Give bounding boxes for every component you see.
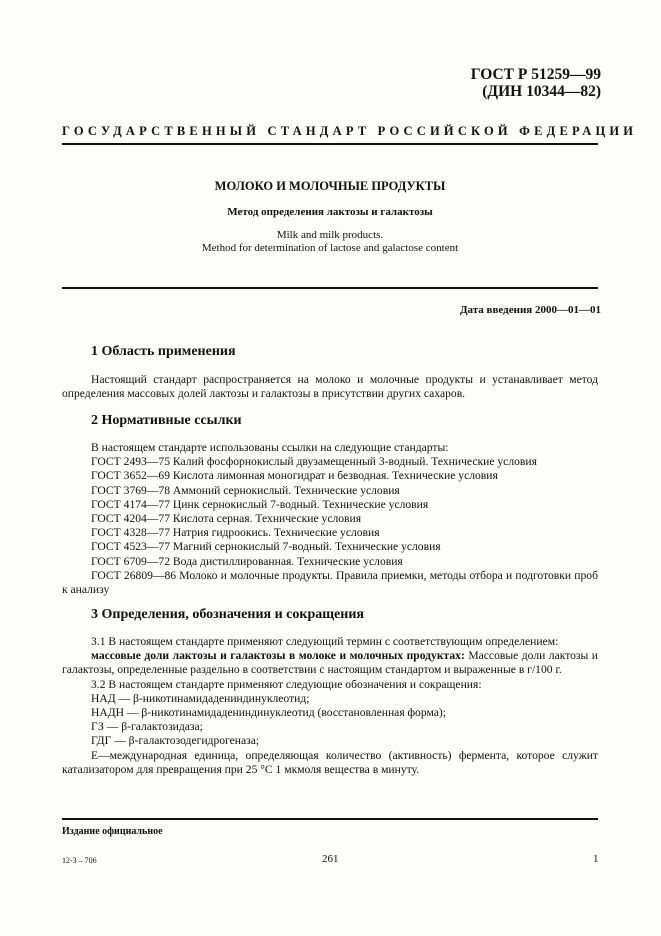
reference-item: ГОСТ 3652—69 Кислота лимонная моногидрат и безводная. Технические условия <box>91 469 498 483</box>
section-1-body <box>62 373 598 401</box>
clause-3-1: 3.1 В настоящем стандарте применяют следующий термин с соответствующим определением: <box>91 635 559 648</box>
reference-item: ГОСТ 6709—72 Вода дистиллированная. Технические условия <box>91 554 403 568</box>
reference-item: ГОСТ 26809—86 Молоко и молочные продукты. Правила приемки, методы отбора и подготовки проб к анализу <box>62 568 598 597</box>
section-2-body <box>62 441 598 597</box>
clause-3-2: 3.2 В настоящем стандарте применяют следующие обозначения и сокращения: <box>91 677 482 691</box>
reference-item: ГОСТ 3769—78 Аммоний сернокислый. Технические условия <box>91 483 400 497</box>
header-rule <box>62 143 598 145</box>
gost-number: ГОСТ Р 51259—99 <box>470 66 601 83</box>
footer-rule <box>62 818 598 820</box>
reference-item: ГОСТ 2493—75 Калий фосфорнокислый двузамещенный 3-водный. Технические условия <box>91 455 537 469</box>
term: массовые доли лактозы и галактозы в молоке и молочных продуктах: <box>91 649 465 663</box>
sheet-number: 1 <box>593 853 599 865</box>
din-number: (ДИН 10344—82) <box>482 83 601 100</box>
reference-item: ГОСТ 4328—77 Натрия гидроокись. Технические условия <box>91 526 380 540</box>
english-title-line-2: Method for determination of lactose and galactose content <box>201 242 459 254</box>
abbreviation-item: НАД — β-никотинамидадениндинуклеотид; <box>91 691 310 705</box>
state-standard-header: ГОСУДАРСТВЕННЫЙ СТАНДАРТ РОССИЙСКОЙ ФЕДЕРАЦИИ <box>62 124 638 138</box>
reference-item: ГОСТ 4174—77 Цинк сернокислый 7-водный. Технические условия <box>91 497 429 511</box>
section-1-text: Настоящий стандарт распространяется на молоко и молочные продукты и устанавливает метод определения массовых долей лактозы и галактозы в присутствии других сахаров. <box>62 373 598 401</box>
abbreviation-item: НАДН — β-никотинамидадениндинуклеотид (восстановленная форма); <box>91 706 446 720</box>
standard-number-block <box>471 66 601 100</box>
print-code: 12-3 – 706 <box>62 856 97 865</box>
english-title <box>62 229 598 255</box>
section-2-intro: В настоящем стандарте использованы ссылки на следующие стандарты: <box>91 441 449 454</box>
reference-item: ГОСТ 4523—77 Магний сернокислый 7-водный. Технические условия <box>91 540 441 554</box>
page-number: 261 <box>322 853 339 865</box>
abbreviation-item: ГДГ — β-галактозодегидрогеназа; <box>91 734 260 748</box>
official-edition: Издание официальное <box>62 826 163 837</box>
abbreviation-item: ГЗ — β-галактозидаза; <box>91 720 203 734</box>
introduction-date: Дата введения 2000—01—01 <box>459 304 601 316</box>
english-title-line-1: Milk and milk products. <box>276 229 384 241</box>
document-title: МОЛОКО И МОЛОЧНЫЕ ПРОДУКТЫ <box>214 179 446 193</box>
term-definition <box>62 649 598 677</box>
title-rule <box>62 287 598 289</box>
section-2-heading: 2 Нормативные ссылки <box>91 413 242 428</box>
unit-definition: Е—международная единица, определяющая количество (активность) фермента, которое служит катализатором для превращения при 25 °С 1 мкмоля вещества в минуту. <box>62 748 598 776</box>
section-1-heading: 1 Область применения <box>91 344 236 359</box>
section-3-body <box>62 635 598 777</box>
reference-item: ГОСТ 4204—77 Кислота серная. Технические условия <box>91 512 362 526</box>
document-subtitle: Метод определения лактозы и галактозы <box>227 206 433 218</box>
section-3-heading: 3 Определения, обозначения и сокращения <box>91 607 364 622</box>
term-text: Массовые доли лактозы и галактозы, определенные раздельно в соответствии с настоящим стандартом и выраженные в г/100 г. <box>62 649 599 677</box>
